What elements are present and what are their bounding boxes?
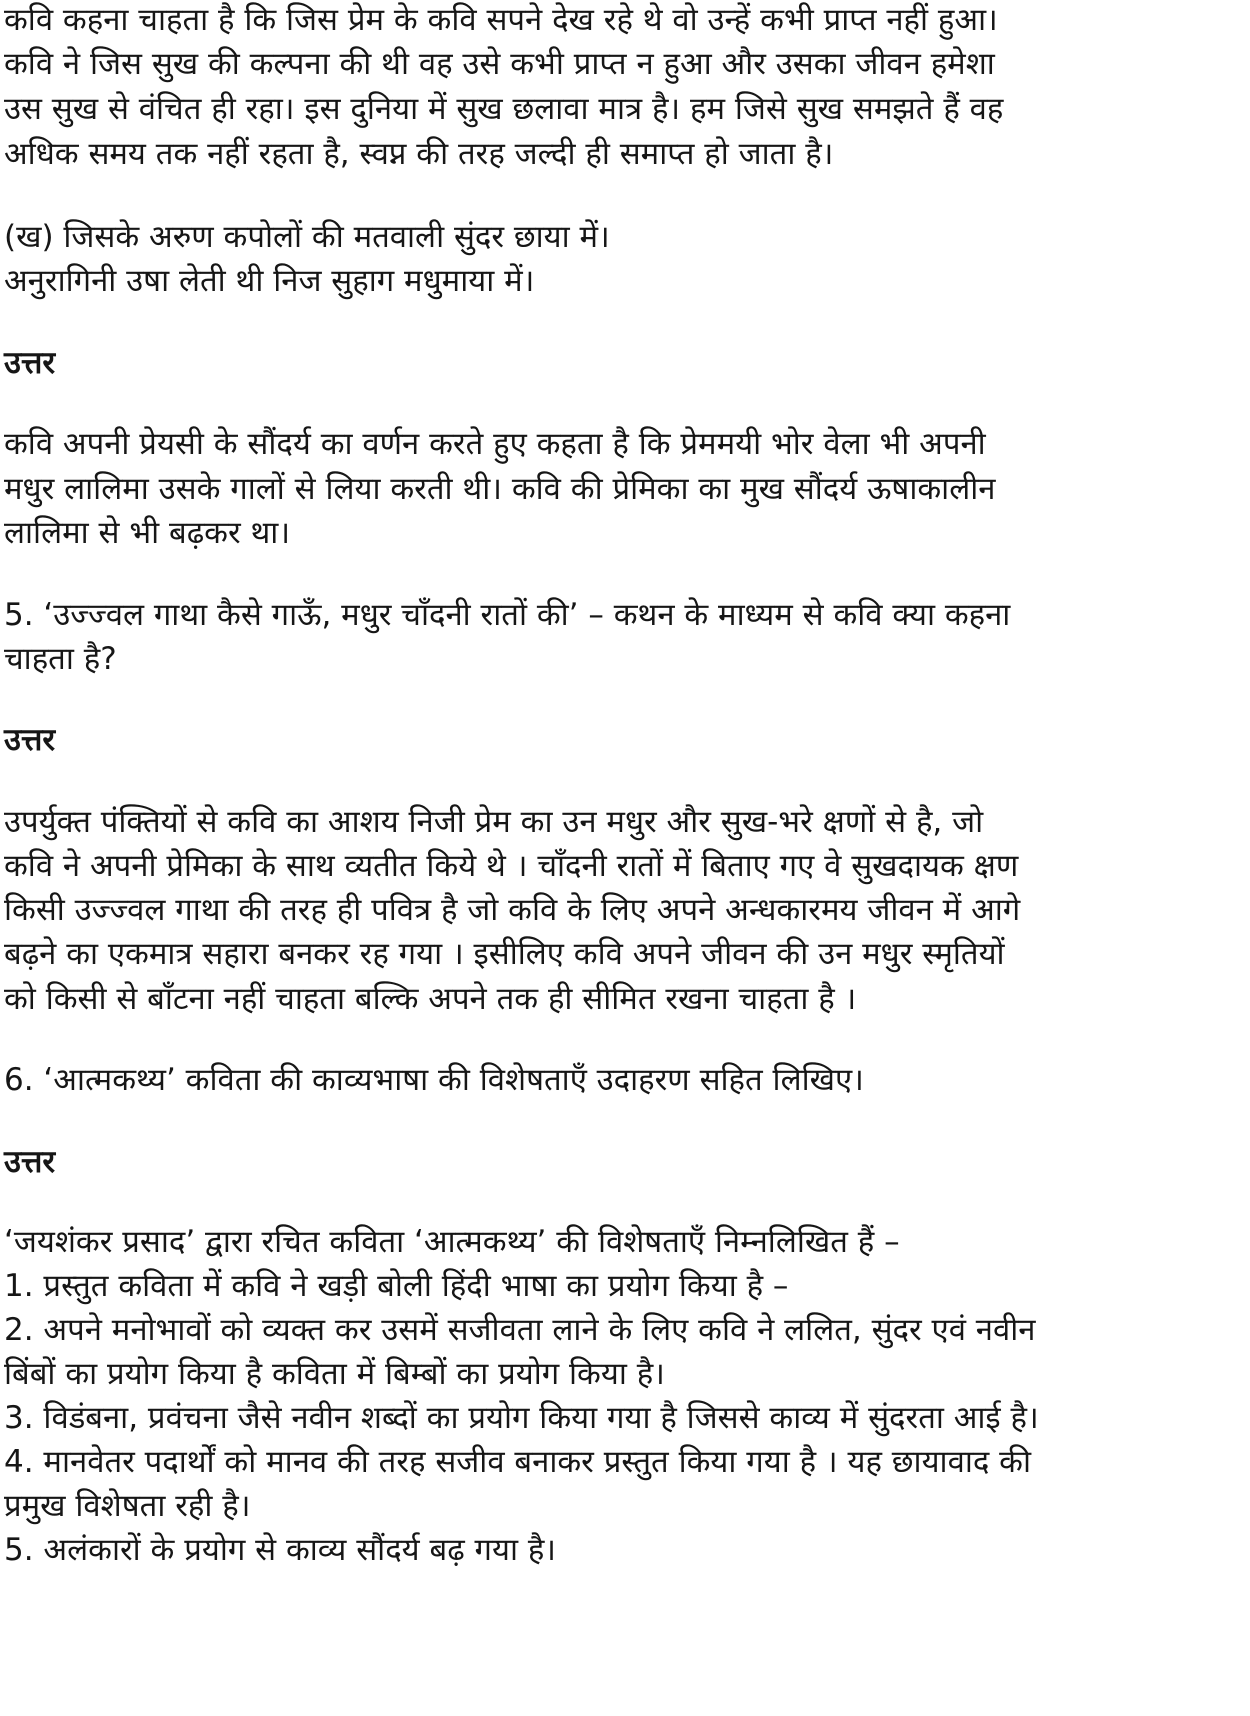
paragraph-line: कवि ने जिस सुख की कल्पना की थी वह उसे कभी प्राप्त न हुआ और उसका जीवन हमेशा (4, 46, 995, 82)
question-line: अनुरागिनी उषा लेती थी निज सुहाग मधुमाया में। (4, 263, 535, 299)
question-line: (ख) जिसके अरुण कपोलों की मतवाली सुंदर छाया में। (4, 219, 610, 255)
answer-line: किसी उज्ज्वल गाथा की तरह ही पवित्र है जो कवि के लिए अपने अन्धकारमय जीवन में आगे (4, 892, 1021, 928)
question-line: 6. ‘आत्मकथ्य’ कविता की काव्यभाषा की विशेषताएँ उदाहरण सहित लिखिए। (4, 1062, 864, 1098)
answer-line: कवि ने अपनी प्रेमिका के साथ व्यतीत किये थे । चाँदनी रातों में बिताए गए वे सुखदायक क्षण (4, 848, 1019, 884)
answer-line: लालिमा से भी बढ़कर था। (4, 515, 291, 551)
paragraph-line: कवि कहना चाहता है कि जिस प्रेम के कवि सपने देख रहे थे वो उन्हें कभी प्राप्त नहीं हुआ। (4, 2, 998, 38)
answer-line: ‘जयशंकर प्रसाद’ द्वारा रचित कविता ‘आत्मकथ्य’ की विशेषताएँ निम्नलिखित हैं – (4, 1224, 900, 1260)
list-item: प्रमुख विशेषता रही है। (4, 1488, 251, 1524)
list-item: 4. मानवेतर पदार्थों को मानव की तरह सजीव बनाकर प्रस्तुत किया गया है । यह छायावाद की (4, 1444, 1031, 1480)
answer-heading: उत्तर (4, 722, 56, 758)
list-item: बिंबों का प्रयोग किया है कविता में बिम्बों का प्रयोग किया है। (4, 1356, 665, 1392)
answer-line: उपर्युक्त पंक्तियों से कवि का आशय निजी प्रेम का उन मधुर और सुख-भरे क्षणों से है, जो (4, 804, 984, 840)
paragraph-line: अधिक समय तक नहीं रहता है, स्वप्न की तरह जल्दी ही समाप्त हो जाता है। (4, 136, 834, 172)
list-item: 1. प्रस्तुत कविता में कवि ने खड़ी बोली हिंदी भाषा का प्रयोग किया है – (4, 1268, 789, 1304)
list-item: 2. अपने मनोभावों को व्यक्त कर उसमें सजीवता लाने के लिए कवि ने ललित, सुंदर एवं नवीन (4, 1312, 1036, 1348)
answer-line: कवि अपनी प्रेयसी के सौंदर्य का वर्णन करते हुए कहता है कि प्रेममयी भोर वेला भी अपनी (4, 426, 986, 462)
question-line: चाहता है? (4, 641, 117, 677)
answer-heading: उत्तर (4, 1144, 56, 1180)
paragraph-line: उस सुख से वंचित ही रहा। इस दुनिया में सुख छलावा मात्र है। हम जिसे सुख समझते हैं वह (4, 91, 1004, 127)
question-line: 5. ‘उज्ज्वल गाथा कैसे गाऊँ, मधुर चाँदनी रातों की’ – कथन के माध्यम से कवि क्या कहना (4, 597, 1011, 633)
answer-line: को किसी से बाँटना नहीं चाहता बल्कि अपने तक ही सीमित रखना चाहता है । (4, 981, 857, 1017)
answer-line: मधुर लालिमा उसके गालों से लिया करती थी। कवि की प्रेमिका का मुख सौंदर्य ऊषाकालीन (4, 471, 996, 507)
list-item: 5. अलंकारों के प्रयोग से काव्य सौंदर्य बढ़ गया है। (4, 1532, 557, 1568)
answer-heading: उत्तर (4, 345, 56, 381)
list-item: 3. विडंबना, प्रवंचना जैसे नवीन शब्दों का प्रयोग किया गया है जिससे काव्य में सुंदरता आई है। (4, 1400, 1039, 1436)
answer-line: बढ़ने का एकमात्र सहारा बनकर रह गया । इसीलिए कवि अपने जीवन की उन मधुर स्मृतियों (4, 936, 1005, 972)
